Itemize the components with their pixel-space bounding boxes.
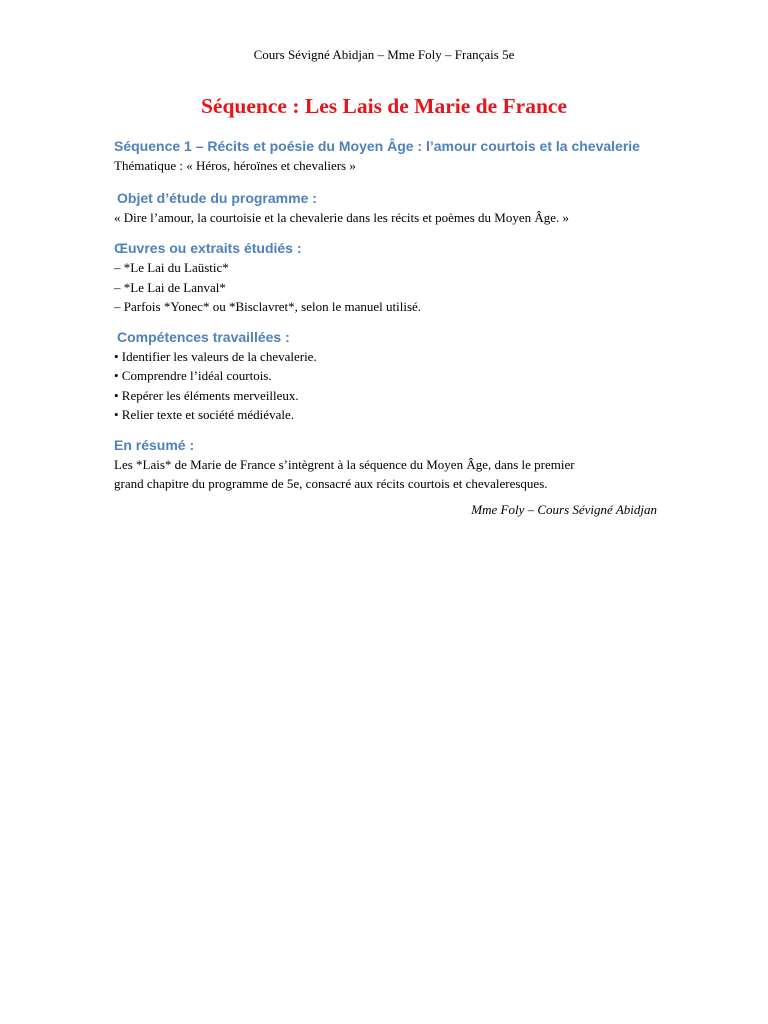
document-title: Séquence : Les Lais de Marie de France (200, 94, 568, 118)
objet-heading: Objet d’étude du programme : (117, 189, 317, 206)
resume-line: Les *Lais* de Marie de France s’intègrent à la séquence du Moyen Âge, dans le premier (114, 456, 575, 472)
competences-heading: Compétences travaillées : (117, 328, 290, 345)
thematique-text: Thématique : « Héros, héroïnes et chevaliers » (114, 158, 356, 173)
competence-item: • Identifier les valeurs de la chevalerie. (114, 348, 317, 364)
page-header: Cours Sévigné Abidjan – Mme Foly – Français 5e (253, 47, 515, 62)
objet-text: « Dire l’amour, la courtoisie et la chevalerie dans les récits et poèmes du Moyen Âge. » (114, 209, 570, 225)
oeuvre-item: – *Le Lai du Laüstic* (114, 260, 229, 275)
oeuvre-item: – Parfois *Yonec* ou *Bisclavret*, selon le manuel utilisé. (114, 299, 422, 314)
competence-item: • Relier texte et société médiévale. (114, 407, 294, 422)
oeuvres-heading: Œuvres ou extraits étudiés : (114, 240, 302, 256)
signature: Mme Foly – Cours Sévigné Abidjan (471, 501, 657, 517)
spacer (114, 176, 659, 188)
resume-heading: En résumé : (114, 436, 195, 453)
competence-item: • Repérer les éléments merveilleux. (114, 387, 299, 403)
competence-item: • Comprendre l’idéal courtois. (114, 368, 272, 383)
resume-line: grand chapitre du programme de 5e, consacré aux récits courtois et chevaleresques. (114, 476, 548, 491)
spacer (114, 317, 659, 327)
sequence-heading: Séquence 1 – Récits et poésie du Moyen Âge : l’amour courtois et la chevalerie (114, 138, 640, 154)
spacer (114, 425, 659, 435)
oeuvre-item: – *Le Lai de Lanval* (114, 279, 226, 295)
spacer (114, 227, 659, 238)
document-body (114, 136, 659, 519)
